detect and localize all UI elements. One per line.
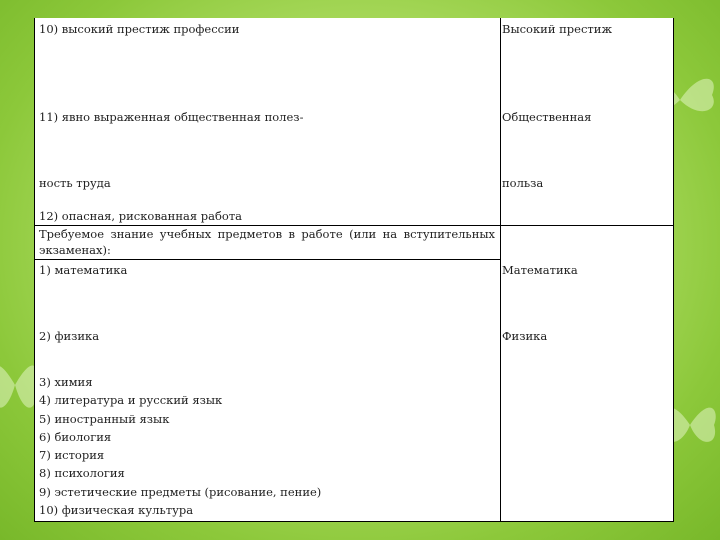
list-item: 10) физическая культура: [39, 503, 194, 518]
subjects-heading-line-1: Требуемое знание учебных предметов в работе (или на вступительных: [39, 227, 495, 241]
list-item: 9) эстетические предметы (рисование, пение): [39, 484, 322, 499]
row-prestige-right: Высокий престиж: [502, 22, 613, 36]
subjects-list: [39, 373, 321, 519]
row-divider: [35, 225, 673, 226]
row-prestige-left: 10) высокий престиж профессии: [39, 22, 240, 36]
subject-math-left: 1) математика: [39, 263, 128, 277]
subject-physics-left: 2) физика: [39, 329, 100, 343]
subject-math-right: Математика: [502, 263, 578, 277]
table-sheet: [34, 18, 674, 522]
heading-underline: [35, 259, 500, 260]
list-item: 6) биология: [39, 429, 112, 444]
row-usefulness-right-2: польза: [502, 176, 544, 190]
row-usefulness-left-1: 11) явно выраженная общественная полез-: [39, 110, 304, 124]
row-usefulness-left-2: ность труда: [39, 176, 111, 190]
list-item: 8) психология: [39, 466, 125, 481]
subject-physics-right: Физика: [502, 329, 548, 343]
row-danger-left: 12) опасная, рискованная работа: [39, 209, 243, 223]
list-item: 4) литература и русский язык: [39, 393, 223, 408]
list-item: 3) химия: [39, 375, 93, 389]
list-item: 5) иностранный язык: [39, 411, 170, 426]
row-usefulness-right-1: Общественная: [502, 110, 592, 124]
column-divider: [500, 18, 501, 521]
subjects-heading-line-2: экзаменах):: [39, 243, 111, 257]
list-item: 7) история: [39, 448, 105, 463]
